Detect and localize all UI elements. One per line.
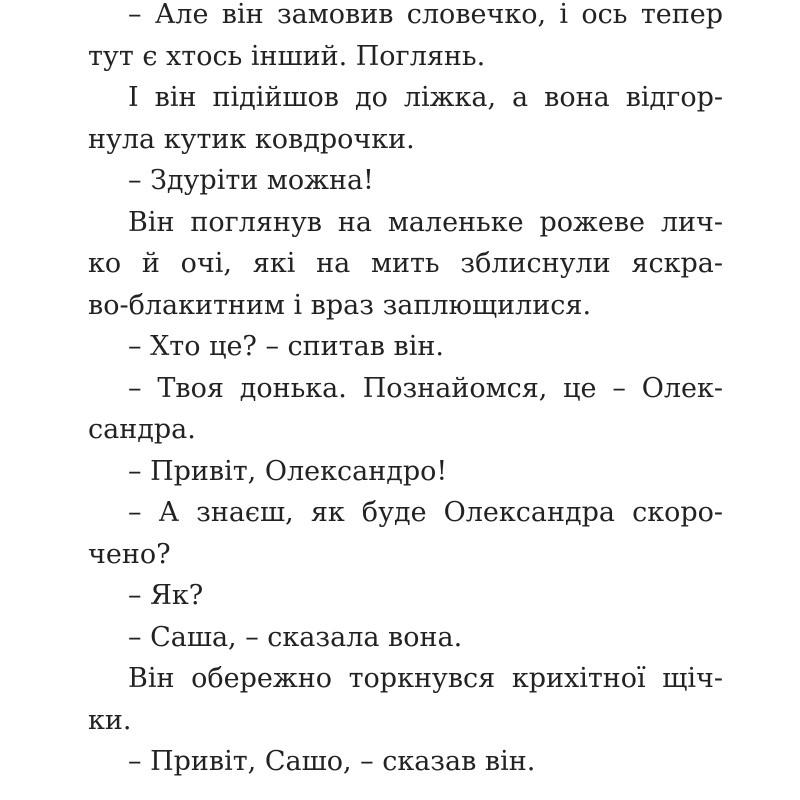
text-line: – Привіт, Олександро!	[128, 455, 448, 487]
text-line: – Але він замовив словечко, і ось тепер	[128, 0, 723, 30]
text-line: ки.	[88, 704, 132, 736]
text-line: во-блакитним і враз заплющилися.	[88, 289, 592, 321]
text-line: – Твоя донька. Познайомся, це – Олек-	[128, 372, 723, 404]
text-line: – Саша, – сказала вона.	[128, 621, 463, 653]
text-line: Він поглянув на маленьке рожеве лич-	[128, 206, 723, 238]
text-line: нула кутик ковдрочки.	[88, 123, 415, 155]
text-line: чено?	[88, 538, 171, 570]
text-line: – Здуріти можна!	[128, 165, 374, 196]
text-line: – Як?	[128, 580, 204, 611]
text-line: тут є хтось інший. Поглянь.	[88, 40, 486, 72]
book-page	[88, 0, 723, 783]
text-line: – Хто це? – спитав він.	[128, 331, 444, 362]
text-line: – А знаєш, як буде Олександра скоро-	[128, 497, 723, 528]
text-line: І він підійшов до ліжка, а вона відгор-	[128, 82, 723, 113]
text-line: ко й очі, які на мить зблиснули яскра-	[88, 248, 723, 279]
text-line: Він обережно торкнувся крихітної щіч-	[128, 663, 723, 694]
text-line: сандра.	[88, 414, 196, 445]
text-line: – Привіт, Сашо, – сказав він.	[128, 746, 536, 777]
